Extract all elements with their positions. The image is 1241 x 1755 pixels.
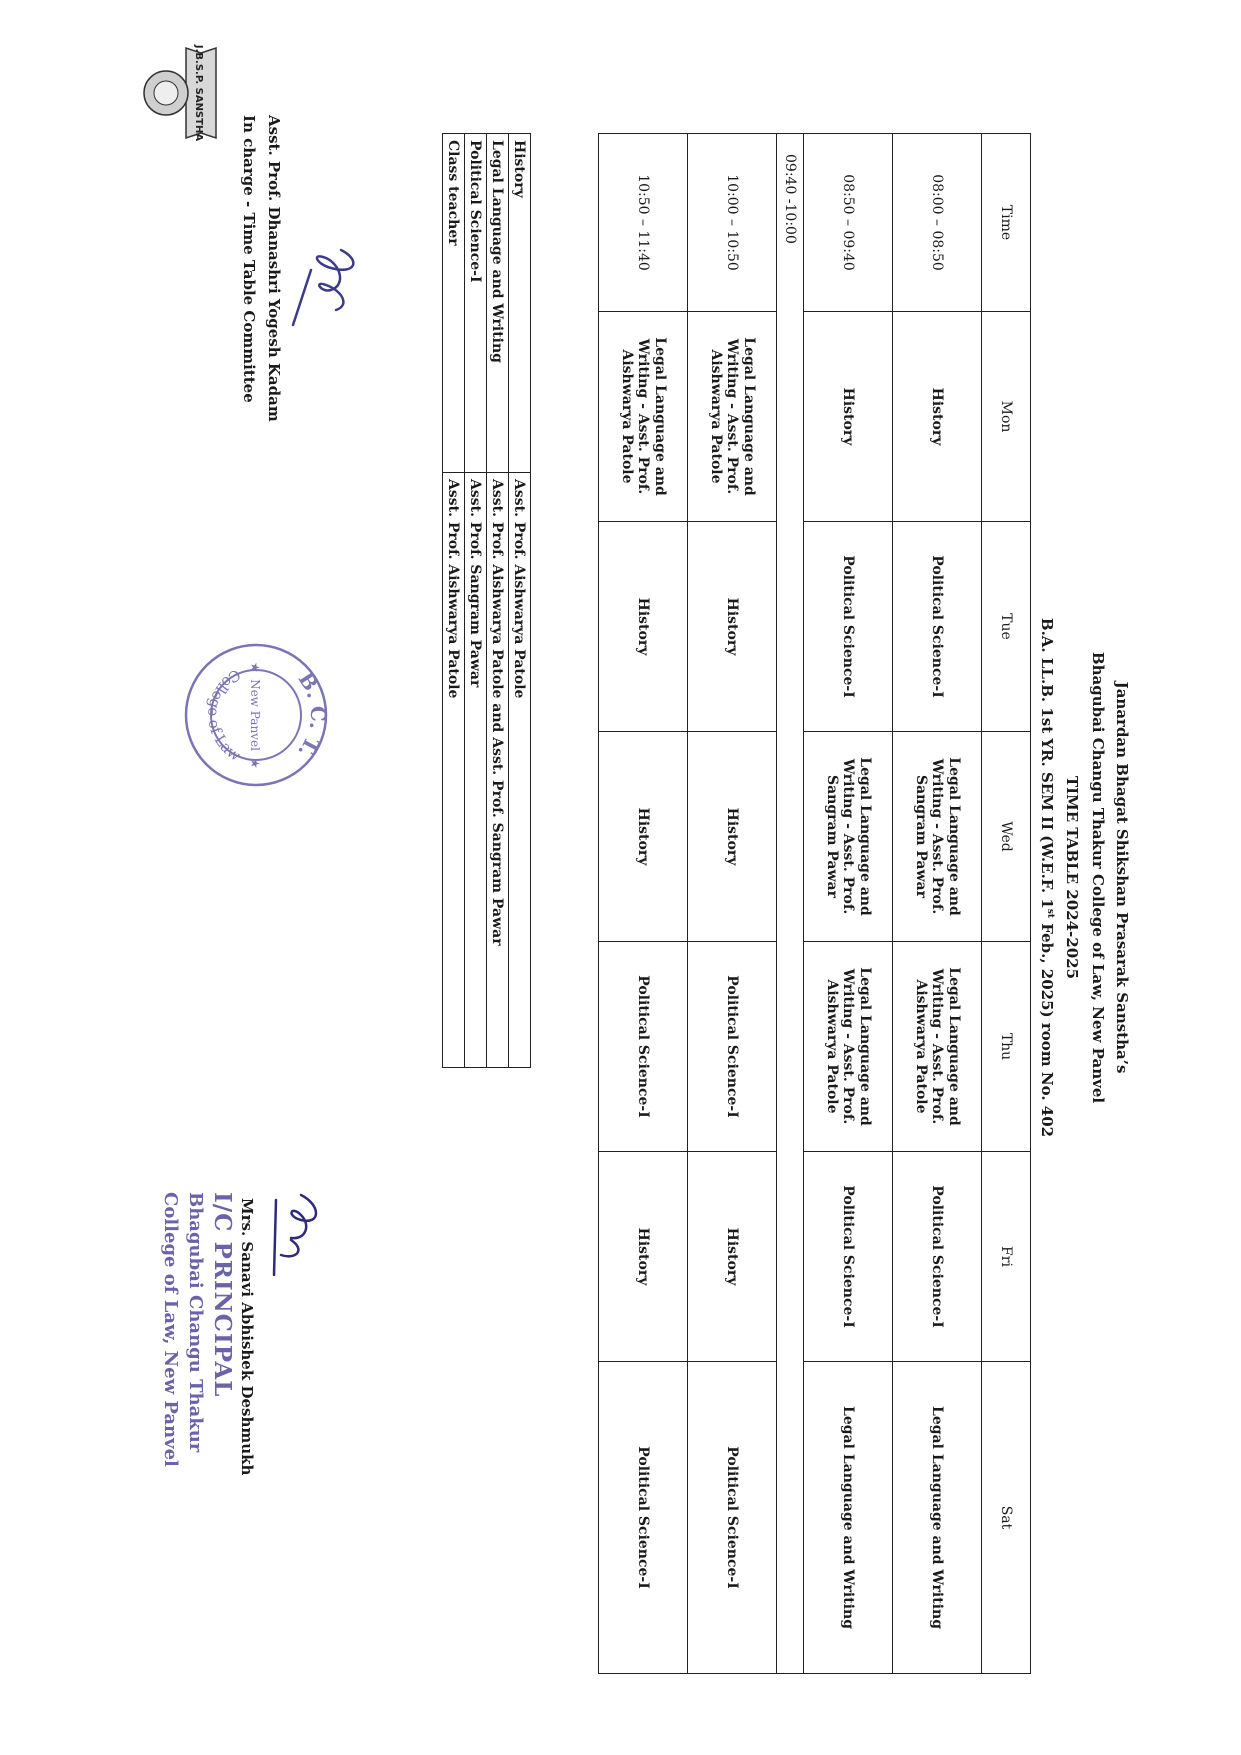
lecture-cell: History bbox=[688, 732, 777, 942]
timetable-header-row bbox=[982, 134, 1031, 1674]
faculty-subject: Political Science-I bbox=[465, 134, 487, 473]
faculty-row bbox=[443, 134, 465, 1068]
seal-bottom-text: College of Law bbox=[204, 665, 245, 765]
signature-scribble-left bbox=[281, 230, 371, 340]
lecture-cell: History bbox=[804, 312, 893, 522]
col-header-thu: Thu bbox=[982, 942, 1031, 1152]
class-subtitle bbox=[1038, 0, 1056, 1755]
society-name: Janardan Bhagat Shikshan Prasarak Sanstha’s bbox=[1113, 681, 1131, 1074]
lecture-cell: Legal Language and Writing bbox=[804, 1362, 893, 1674]
faculty-row bbox=[487, 134, 509, 1068]
lecture-cell: History bbox=[688, 1152, 777, 1362]
lecture-cell: Legal Language and Writing - Asst. Prof. Aishwarya Patole bbox=[599, 312, 688, 522]
faculty-subject: Class teacher bbox=[443, 134, 465, 473]
incharge-name: Asst. Prof. Dhanashri Yogesh Kadam bbox=[265, 115, 283, 422]
incharge-role: In charge - Time Table Committee bbox=[240, 115, 258, 403]
svg-text:★: ★ bbox=[248, 758, 262, 769]
faculty-row bbox=[509, 134, 531, 1068]
lecture-cell: Legal Language and Writing - Asst. Prof. Aishwarya Patole bbox=[804, 942, 893, 1152]
faculty-teacher: Asst. Prof. Aishwarya Patole bbox=[509, 473, 531, 1068]
faculty-teacher: Asst. Prof. Aishwarya Patole bbox=[443, 473, 465, 1068]
col-header-tue: Tue bbox=[982, 522, 1031, 732]
seal-center-text: New Panvel bbox=[248, 679, 262, 751]
principal-name: Mrs. Sanavi Abhishek Deshmukh bbox=[238, 1198, 256, 1476]
lecture-cell: History bbox=[688, 522, 777, 732]
faculty-table bbox=[442, 133, 531, 1068]
subtitle-pre: B.A. LL.B. 1st YR. SEM II (W.E.F. 1 bbox=[1038, 617, 1056, 909]
seal-top-text: B. C. T. bbox=[293, 667, 331, 764]
lecture-cell: Political Science-I bbox=[804, 522, 893, 732]
time-cell: 10:50 – 11:40 bbox=[599, 134, 688, 312]
col-header-sat: Sat bbox=[982, 1362, 1031, 1674]
col-header-fri: Fri bbox=[982, 1152, 1031, 1362]
society-logo-text: J.B.S.P. SANSTHA bbox=[193, 44, 204, 142]
time-cell: 08:50 – 09:40 bbox=[804, 134, 893, 312]
lecture-cell: Legal Language and Writing - Asst. Prof. Sangram Pawar bbox=[893, 732, 982, 942]
col-header-wed: Wed bbox=[982, 732, 1031, 942]
faculty-teacher: Asst. Prof. Aishwarya Patole and Asst. Prof. Sangram Pawar bbox=[487, 473, 509, 1068]
lecture-cell: Legal Language and Writing bbox=[893, 1362, 982, 1674]
principal-title: I/C PRINCIPAL bbox=[209, 1192, 236, 1398]
lecture-cell: Political Science-I bbox=[893, 522, 982, 732]
society-logo bbox=[136, 38, 236, 148]
subtitle-post: Feb., 2025) room No. 402 bbox=[1038, 918, 1056, 1138]
faculty-teacher: Asst. Prof. Sangram Pawar bbox=[465, 473, 487, 1068]
table-row bbox=[599, 134, 688, 1674]
lecture-cell: Political Science-I bbox=[804, 1152, 893, 1362]
lecture-cell: Political Science-I bbox=[599, 1362, 688, 1674]
recess-cell: 09:40 -10:00 bbox=[777, 134, 804, 1674]
lecture-cell: History bbox=[599, 522, 688, 732]
principal-college-line: Bhagubai Changu Thakur bbox=[185, 1192, 206, 1453]
signature-scribble-right bbox=[256, 1180, 336, 1290]
table-row bbox=[804, 134, 893, 1674]
lecture-cell: History bbox=[893, 312, 982, 522]
recess-row bbox=[777, 134, 804, 1674]
lecture-cell: Legal Language and Writing - Asst. Prof. Aishwarya Patole bbox=[688, 312, 777, 522]
lecture-cell: History bbox=[599, 732, 688, 942]
lecture-cell: History bbox=[599, 1152, 688, 1362]
principal-college-line: College of Law, New Panvel bbox=[160, 1192, 181, 1467]
lecture-cell: Political Science-I bbox=[688, 942, 777, 1152]
col-header-mon: Mon bbox=[982, 312, 1031, 522]
faculty-subject: Legal Language and Writing bbox=[487, 134, 509, 473]
table-row bbox=[893, 134, 982, 1674]
faculty-subject: History bbox=[509, 134, 531, 473]
time-cell: 10:00 – 10:50 bbox=[688, 134, 777, 312]
timetable-title: TIME TABLE 2024-2025 bbox=[1063, 775, 1081, 980]
faculty-row bbox=[465, 134, 487, 1068]
lecture-cell: Political Science-I bbox=[688, 1362, 777, 1674]
lecture-cell: Legal Language and Writing - Asst. Prof. Aishwarya Patole bbox=[893, 942, 982, 1152]
col-header-time: Time bbox=[982, 134, 1031, 312]
svg-text:College of Law bbox=[204, 665, 244, 765]
svg-text:B. C. T. bbox=[293, 668, 330, 763]
table-row bbox=[688, 134, 777, 1674]
time-cell: 08:00 – 08:50 bbox=[893, 134, 982, 312]
college-seal-stamp bbox=[181, 640, 331, 790]
subtitle-sup: st bbox=[1045, 908, 1055, 919]
college-name: Bhagubai Changu Thakur College of Law, New Panvel bbox=[1089, 651, 1107, 1104]
lecture-cell: Political Science-I bbox=[599, 942, 688, 1152]
svg-text:★: ★ bbox=[248, 662, 262, 673]
timetable-table bbox=[598, 133, 1031, 1674]
lecture-cell: Political Science-I bbox=[893, 1152, 982, 1362]
lecture-cell: Legal Language and Writing - Asst. Prof. Sangram Pawar bbox=[804, 732, 893, 942]
